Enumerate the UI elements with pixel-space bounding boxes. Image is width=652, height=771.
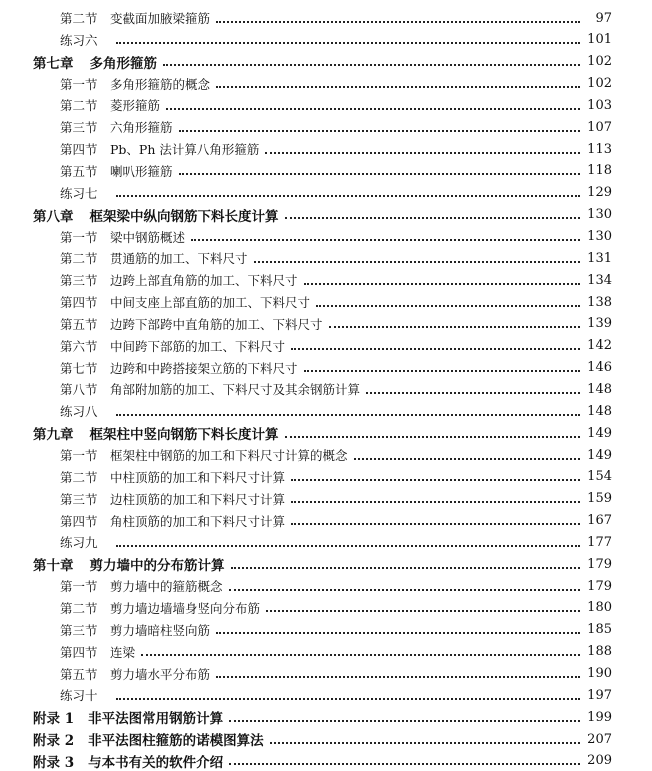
toc-entry-label: 第九章 [33,427,74,444]
toc-appendix-row [0,751,652,771]
dot-leader [229,719,580,722]
toc-entry-label: 第四节 [60,513,98,529]
toc-entry-title: Pb、Ph 法计算八角形箍筋 [110,142,260,158]
toc-page-number: 179 [587,578,612,594]
dot-leader [291,500,580,503]
toc-entry-title: 框架柱中钢筋的加工和下料尺寸计算的概念 [110,448,348,463]
toc-page-number: 180 [587,600,612,616]
toc-page-number: 199 [587,709,612,725]
dot-leader [254,260,580,263]
toc-chapter-row [0,52,652,72]
toc-entry-label: 第三节 [60,273,98,289]
toc-entry-title: 菱形箍筋 [110,98,161,114]
toc-entry-title: 中间支座上部直筋的加工、下料尺寸 [110,295,311,311]
toc-page-number: 97 [595,10,612,26]
toc-entry-label: 第八章 [33,208,74,225]
dot-leader [179,172,580,175]
toc-entry-label: 第四节 [60,142,98,158]
toc-page-number: 207 [587,731,612,747]
toc-entry-title: 边柱顶筋的加工和下料尺寸计算 [110,491,286,507]
toc-entry-label: 第三节 [60,622,98,638]
toc-entry-title: 多角形箍筋 [89,55,157,72]
toc-entry-title: 框架柱中竖向钢筋下料长度计算 [89,427,279,444]
toc-section-row [0,161,652,181]
toc-page-number: 113 [587,141,612,157]
toc-entry-label: 练习十 [60,688,98,704]
dot-leader [266,609,580,612]
dot-leader [291,347,580,350]
toc-section-row [0,664,652,684]
dot-leader [304,369,580,372]
toc-page-number: 103 [587,97,612,113]
toc-entry-title: 变截面加腋梁箍筋 [110,11,211,26]
toc-page-number: 148 [587,403,612,419]
dot-leader [229,762,580,765]
toc-section-row [0,183,652,203]
toc-page-number: 148 [587,381,612,397]
toc-entry-label: 第四节 [60,295,98,311]
dot-leader [304,282,580,285]
toc-entry-title: 非平法图常用钢筋计算 [88,711,224,728]
toc-appendix-row [0,729,652,749]
toc-section-row [0,292,652,312]
toc-entry-label: 第三节 [60,491,98,507]
toc-entry-title: 边跨和中跨搭接架立筋的下料尺寸 [110,360,298,376]
dot-leader [216,85,580,88]
toc-entry-label: 练习六 [60,32,98,48]
toc-page-number: 209 [587,753,612,769]
dot-leader [285,216,581,219]
dot-leader [116,41,580,44]
toc-entry-label: 第二节 [60,600,98,616]
toc-entry-label: 第二节 [60,251,98,267]
toc-entry-title: 贯通筋的加工、下料尺寸 [110,251,248,267]
toc-entry-label: 第七节 [60,360,98,376]
toc-section-row [0,489,652,509]
toc-chapter-row [0,205,652,225]
toc-page-number: 154 [587,469,612,485]
toc-section-row [0,117,652,137]
toc-entry-label: 第八节 [60,382,98,398]
toc-section-row [0,620,652,640]
toc-entry-label: 附录 1 [33,711,75,728]
dot-leader [231,566,581,569]
dot-leader [265,151,580,154]
toc-page-number: 130 [587,229,612,244]
toc-page-number: 131 [587,250,612,266]
toc-section-row [0,139,652,159]
toc-section-row [0,598,652,618]
toc-entry-title: 角柱顶筋的加工和下料尺寸计算 [110,513,286,529]
toc-page-number: 167 [587,513,612,529]
toc-section-row [0,95,652,115]
dot-leader [191,238,580,241]
dot-leader [179,129,580,132]
toc-page-number: 188 [587,644,612,660]
dot-leader [141,653,580,656]
toc-entry-label: 第一节 [60,448,98,463]
toc-entry-title: 剪力墙边墙墙身竖向分布筋 [110,600,261,616]
toc-page-number: 130 [587,207,612,223]
toc-page-number: 149 [587,425,612,441]
toc-chapter-row [0,423,652,443]
toc-entry-title: 梁中钢筋概述 [110,229,186,245]
toc-entry-title: 剪力墙中的分布筋计算 [89,558,225,575]
toc-page-number: 102 [587,54,612,70]
toc-section-row [0,511,652,531]
toc-entry-label: 第一节 [60,229,98,245]
toc-entry-label: 第七章 [33,55,74,72]
toc-entry-label: 附录 3 [33,754,75,771]
toc-page-number: 159 [587,491,612,507]
toc-page-number: 138 [587,294,612,310]
toc-entry-title: 中间跨下部筋的加工、下料尺寸 [110,338,286,354]
toc-entry-title: 框架梁中纵向钢筋下料长度计算 [89,208,279,225]
toc-entry-label: 练习九 [60,535,98,551]
dot-leader [116,194,580,197]
toc-entry-title: 中柱顶筋的加工和下料尺寸计算 [110,469,286,485]
toc-entry-label: 第五节 [60,666,98,682]
toc-entry-label: 附录 2 [33,733,75,750]
toc-section-row [0,8,652,28]
toc-entry-title: 剪力墙中的箍筋概念 [110,579,223,595]
toc-entry-label: 第四节 [60,644,98,660]
toc-entry-label: 第五节 [60,163,98,179]
dot-leader [285,435,581,438]
dot-leader [166,107,580,110]
toc-page-number: 107 [587,119,612,135]
toc-page-number: 146 [587,360,612,376]
toc-section-row [0,314,652,334]
dot-leader [354,457,580,460]
dot-leader [116,697,580,700]
toc-section-row [0,358,652,378]
toc-page-number: 149 [587,447,612,463]
toc-entry-title: 连梁 [110,644,136,660]
toc-page-number: 101 [587,32,612,48]
toc-entry-title: 剪力墙暗柱竖向筋 [110,622,211,638]
toc-section-row [0,30,652,50]
toc-page-number: 102 [587,76,612,92]
toc-section-row [0,576,652,596]
toc-page-number: 197 [587,687,612,703]
toc-entry-title: 剪力墙水平分布筋 [110,666,211,682]
toc-entry-title: 与本书有关的软件介绍 [88,754,224,771]
toc-entry-title: 喇叭形箍筋 [110,163,173,179]
toc-entry-label: 第三节 [60,120,98,136]
dot-leader [316,304,580,307]
dot-leader [329,325,580,328]
dot-leader [216,20,580,23]
toc-page-number: 190 [587,666,612,681]
toc-section-row [0,685,652,705]
toc-page-number: 134 [587,272,612,288]
dot-leader [116,544,580,547]
toc-section-row [0,445,652,465]
toc-entry-label: 练习七 [60,185,98,201]
toc-entry-title: 角部附加筋的加工、下料尺寸及其余钢筋计算 [110,382,361,398]
toc-section-row [0,270,652,290]
toc-entry-label: 第二节 [60,98,98,114]
toc-entry-label: 第十章 [33,558,74,575]
toc-entry-title: 边跨下部跨中直角筋的加工、下料尺寸 [110,316,323,332]
dot-leader [163,63,580,66]
toc-entry-title: 非平法图柱箍筋的诺模图算法 [88,733,264,750]
toc-section-row [0,248,652,268]
toc-page-number: 139 [587,316,612,332]
toc-chapter-row [0,554,652,574]
dot-leader [291,478,580,481]
toc-entry-title: 多角形箍筋的概念 [110,76,211,92]
toc-entry-label: 第二节 [60,469,98,485]
toc-page-number: 142 [587,338,612,354]
toc-section-row [0,336,652,356]
toc-page-number: 179 [587,556,612,572]
toc-entry-label: 第五节 [60,316,98,332]
toc-page-number: 177 [587,534,612,550]
toc-appendix-row [0,707,652,727]
toc-section-row [0,467,652,487]
toc-entry-title: 边跨上部直角筋的加工、下料尺寸 [110,273,298,289]
toc-section-row [0,532,652,552]
toc-section-row [0,379,652,399]
dot-leader [216,631,580,634]
toc-entry-label: 第二节 [60,11,98,26]
dot-leader [216,675,580,678]
toc-section-row [0,401,652,421]
dot-leader [291,522,580,525]
toc-entry-label: 第六节 [60,338,98,354]
dot-leader [270,741,580,744]
toc-section-row [0,227,652,247]
dot-leader [116,413,580,416]
toc-entry-label: 练习八 [60,404,98,420]
toc-entry-title: 六角形箍筋 [110,120,173,136]
toc-page-number: 185 [587,622,612,638]
toc-section-row [0,642,652,662]
toc-section-row [0,74,652,94]
toc-entry-label: 第一节 [60,76,98,92]
dot-leader [229,588,580,591]
toc-page-number: 129 [587,185,612,201]
toc-entry-label: 第一节 [60,579,98,595]
toc-page-number: 118 [587,163,612,179]
dot-leader [366,391,580,394]
